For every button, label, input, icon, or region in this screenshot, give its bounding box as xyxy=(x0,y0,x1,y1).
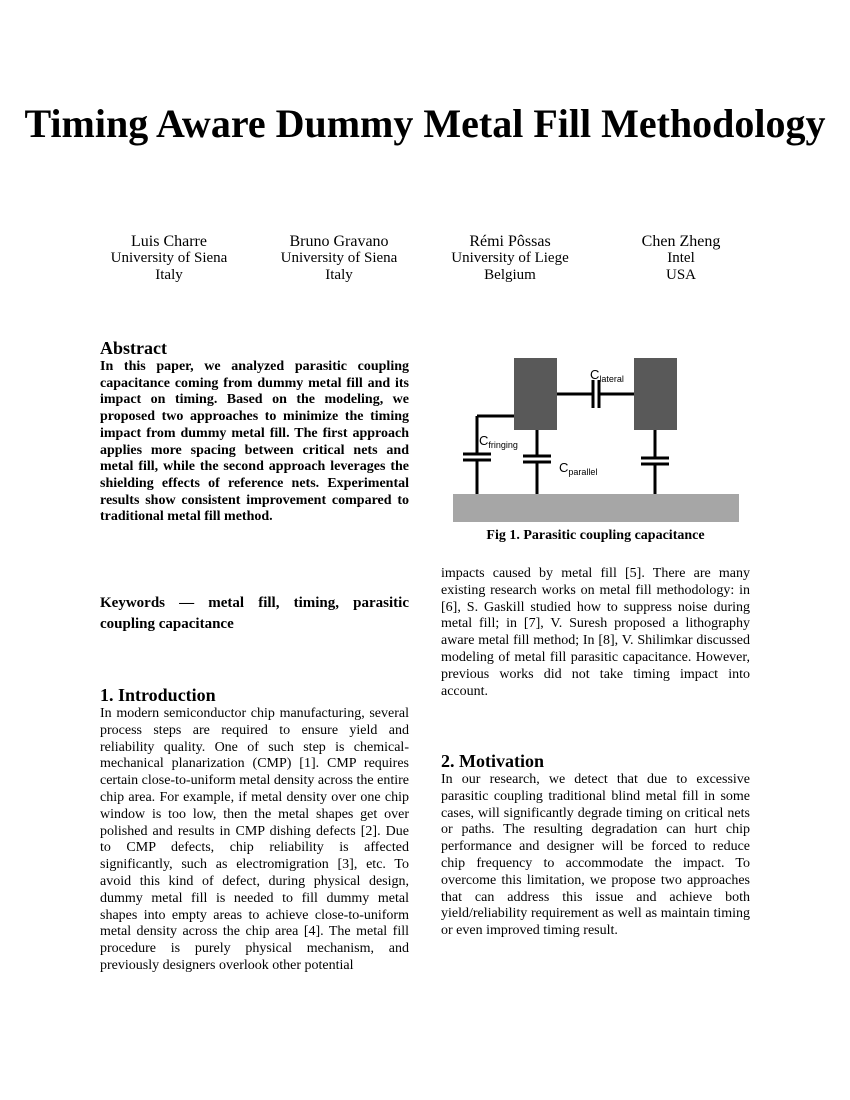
motivation-text: In our research, we detect that due to excessive parasitic coupling traditional blind metal fill in some cases, will significantly degrade timing on critical nets or paths. The resulting degradation can hurt chip performance and designer will be forced to reduce chip frequency to accommodate the impact. To overcome this limitation, we propose two approaches that can address this issue and achieve both yield/reliability requirement as well as maintain timing or even improved timing result. xyxy=(441,772,750,939)
parasitic-capacitance-figure xyxy=(441,350,750,530)
label-c-fringing: $C_{fringing}$ xyxy=(479,433,518,450)
figure-caption: Fig 1. Parasitic coupling capacitance xyxy=(486,528,705,543)
author-country: USA xyxy=(665,267,696,283)
author-name: Chen Zheng xyxy=(641,233,721,250)
motivation-section xyxy=(441,750,750,940)
author-block xyxy=(596,233,766,284)
abstract-heading: Abstract xyxy=(100,338,167,358)
author-country: Belgium xyxy=(484,267,536,283)
label-c-parallel: $C_{parallel}$ xyxy=(559,460,598,477)
motivation-heading: 2. Motivation xyxy=(441,751,544,771)
introduction-continued-text: impacts caused by metal fill [5]. There are many existing research works on metal fill methodology: in [6], S. Gaskill studied how to suppress noise during metal fill; in [7], V. Suresh proposed a lithography aware metal fill method; In [8], V. Shilimkar discussed modeling of metal fill parasitic capacitance. However, previous works did not take timing impact into account. xyxy=(441,566,750,699)
metal-block-right xyxy=(634,358,677,430)
author-affiliation: Intel xyxy=(667,250,695,266)
author-country: Italy xyxy=(325,267,353,283)
author-block xyxy=(84,233,254,284)
metal-block-left xyxy=(514,358,557,430)
introduction-section xyxy=(100,684,409,975)
author-name: Bruno Gravano xyxy=(289,233,389,250)
keywords-section xyxy=(100,593,409,635)
label-c-lateral: $C_{lateral}$ xyxy=(590,367,624,384)
author-country: Italy xyxy=(155,267,183,283)
author-name: Rémi Pôssas xyxy=(469,233,551,250)
author-affiliation: University of Siena xyxy=(280,250,398,266)
fringing-capacitor xyxy=(463,416,514,494)
abstract-text: In this paper, we analyzed parasitic coupling capacitance coming from dummy metal fill and its impact on timing. Based on the modeling, we proposed two approaches to minimize the timing impact from dummy metal fill. The first approach applies more spacing between critical nets and metal fill, while the second approach leverages the shielding effects of reference nets. Experimental results show consistent improvement compared to traditional metal fill method. xyxy=(100,359,409,525)
author-block xyxy=(254,233,424,284)
lateral-capacitor xyxy=(557,380,634,408)
author-affiliation: University of Siena xyxy=(110,250,228,266)
abstract-section xyxy=(100,337,409,526)
keywords-text: Keywords — metal fill, timing, parasitic coupling capacitance xyxy=(100,595,409,632)
introduction-heading: 1. Introduction xyxy=(100,685,216,705)
author-block xyxy=(425,233,595,284)
introduction-text: In modern semiconductor chip manufacturing, several process steps are required to ensure yield and reliability quality. One of such step is chemical-mechanical planarization (CMP) [1]. CMP requires certain close-to-uniform metal density across the entire chip area. For example, if metal density over one chip window is too low, then the metal shapes get over polished and results in CMP dishing defects [2]. Due to CMP defects, chip reliability is affected significantly, such as electromigration [3], etc. To avoid this kind of defect, during physical design, dummy metal fill is needed to fill dummy metal shapes into empty areas to achieve close-to-uniform metal density across the chip area [4]. The metal fill procedure is purely physical mechanism, and previously designers overlook other potential xyxy=(100,706,409,973)
paper-title: Timing Aware Dummy Metal Fill Methodology xyxy=(24,101,826,146)
parallel-capacitor-right xyxy=(641,430,669,494)
author-name: Luis Charre xyxy=(131,233,207,250)
author-affiliation: University of Liege xyxy=(451,250,569,266)
introduction-continued xyxy=(441,566,750,700)
substrate-layer xyxy=(453,494,739,522)
parallel-capacitor-left xyxy=(523,430,551,494)
